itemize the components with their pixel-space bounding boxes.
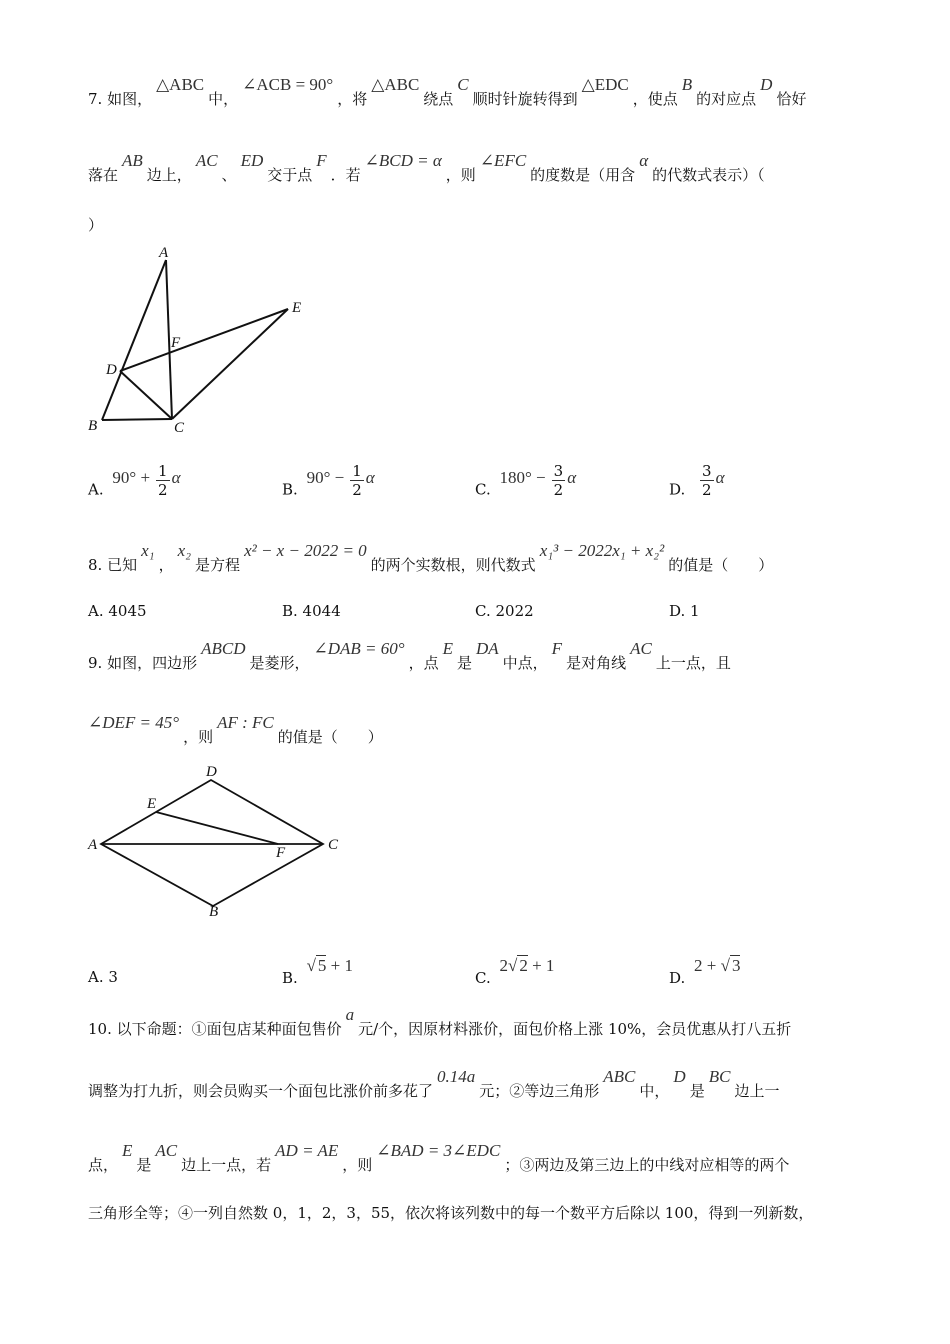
segment-ec <box>172 309 288 419</box>
math: F <box>316 151 327 170</box>
q10-line-2: 调整为打九折，则会员购买一个面包比涨价前多花了0.14a元；②等边三角形ABC中，D是BC边上一 <box>88 1067 780 1100</box>
q7-line-3: ） <box>88 216 104 234</box>
q8-option-c[interactable]: C. 2022 <box>475 602 534 620</box>
math: ∠BAD = 3∠EDC <box>376 1141 501 1160</box>
q8-option-b[interactable]: B. 4044 <box>282 602 341 620</box>
math: DA <box>475 639 499 658</box>
math: C <box>457 75 469 94</box>
fraction: $\frac{1}{2}$ <box>352 462 362 499</box>
label-c: C <box>328 837 339 853</box>
math: x₁³ − 2022x₁ + x₂² <box>539 541 665 560</box>
q7-option-d[interactable]: D. $\frac{3}{2}$ α <box>669 462 725 499</box>
math: ∠DEF = 45° <box>88 713 180 732</box>
math: ∠EFC <box>479 151 527 170</box>
math: x² − x − 2022 = 0 <box>244 541 367 560</box>
fraction: $\frac{3}{2}$ <box>702 462 712 499</box>
math: AC <box>195 151 218 170</box>
fraction: $\frac{3}{2}$ <box>553 462 564 499</box>
math: D <box>673 1067 686 1086</box>
segment-de <box>120 309 288 371</box>
math: △ABC <box>371 75 420 94</box>
math: AD = AE <box>275 1141 339 1160</box>
math: AC <box>630 639 652 658</box>
math: α <box>639 151 649 170</box>
label-b: B <box>88 418 98 434</box>
q8-line: 8. 已知x₁，x₂是方程x² − x − 2022 = 0的两个实数根，则代数式x₁³ − 2022x₁ + x₂²的值是（ ） <box>88 541 774 574</box>
segment-ab <box>102 260 166 420</box>
q9-line-1: 9. 如图，四边形ABCD是菱形，∠DAB = 60°，点E是DA中点，F是对角线AC上一点，且 <box>88 639 731 672</box>
label-a: A <box>88 837 98 853</box>
label-f: F <box>171 335 181 351</box>
math: 0.14a <box>437 1067 476 1086</box>
math: E <box>442 639 453 658</box>
math: AB <box>122 151 143 170</box>
q7-figure <box>80 240 320 440</box>
q7-option-a[interactable]: A. 90° + $\frac{1}{2}$ α <box>88 462 181 499</box>
math: AF : FC <box>217 713 274 732</box>
label-e: E <box>147 796 157 812</box>
q8-option-a[interactable]: A. 4045 <box>88 602 147 620</box>
segment-dc <box>120 371 172 419</box>
q9-option-c[interactable]: C. 2√ 2 + 1 <box>475 956 555 987</box>
math: B <box>681 75 693 94</box>
fraction: $\frac{1}{2}$ <box>158 462 168 499</box>
label-a: A <box>159 245 169 261</box>
q7-line-2: 落在AB边上，AC、ED交于点F．若∠BCD = α，则∠EFC的度数是（用含α的代数式表示）（ <box>88 151 765 184</box>
label-c: C <box>174 420 185 436</box>
math: BC <box>708 1067 731 1086</box>
math: E <box>122 1141 133 1160</box>
math: △EDC <box>581 75 629 94</box>
math: ABCD <box>201 639 246 658</box>
q9-figure <box>80 760 350 920</box>
q9-line-2: ∠DEF = 45°，则AF : FC的值是（ ） <box>88 713 383 746</box>
q7-option-c[interactable]: C. 180° − $\frac{3}{2}$ α <box>475 462 577 499</box>
q7-line-1: 7. 如图，△ABC中，∠ACB = 90°，将△ABC绕点C顺时针旋转得到△EDC，使点B的对应点D恰好 <box>88 75 807 108</box>
q10-line-4: 三角形全等；④一列自然数 0，1，2，3，55，依次将该列数中的每一个数平方后除以 100，得到一列新数， <box>88 1204 814 1222</box>
q8-option-d[interactable]: D. 1 <box>669 602 700 620</box>
math: x₂ <box>177 541 192 560</box>
q9-option-b[interactable]: B. √ 5 + 1 <box>282 956 354 987</box>
label-b: B <box>209 904 219 920</box>
rhombus-abcd <box>101 780 323 906</box>
math: △ABC <box>156 75 205 94</box>
math: ABC <box>603 1067 636 1086</box>
segment-ef <box>156 812 278 844</box>
q9-option-d[interactable]: D. 2 + √ 3 <box>669 956 741 987</box>
math: ED <box>240 151 264 170</box>
q10-line-3: 点，E是AC边上一点，若AD = AE，则∠BAD = 3∠EDC；③两边及第三边上的中线对应相等的两个 <box>88 1141 790 1174</box>
label-d: D <box>206 764 217 780</box>
math: a <box>345 1005 355 1024</box>
label-f: F <box>276 845 286 861</box>
math: D <box>760 75 773 94</box>
label-e: E <box>292 300 302 316</box>
math: ∠ACB = 90° <box>242 75 334 94</box>
math: ∠DAB = 60° <box>313 639 405 658</box>
q9-option-a[interactable]: A. 3 <box>88 968 118 986</box>
q7-option-b[interactable]: B. 90° − $\frac{1}{2}$ α <box>282 462 375 499</box>
math: ∠BCD = α <box>364 151 442 170</box>
label-d: D <box>106 362 117 378</box>
math: x₁ <box>141 541 155 560</box>
segment-bc <box>102 419 172 420</box>
q10-line-1: 10. 以下命题：①面包店某种面包售价a元/个，因原材料涨价，面包价格上涨 10%，会员优惠从打八五折 <box>88 1005 792 1038</box>
math: F <box>551 639 563 658</box>
math: AC <box>155 1141 178 1160</box>
